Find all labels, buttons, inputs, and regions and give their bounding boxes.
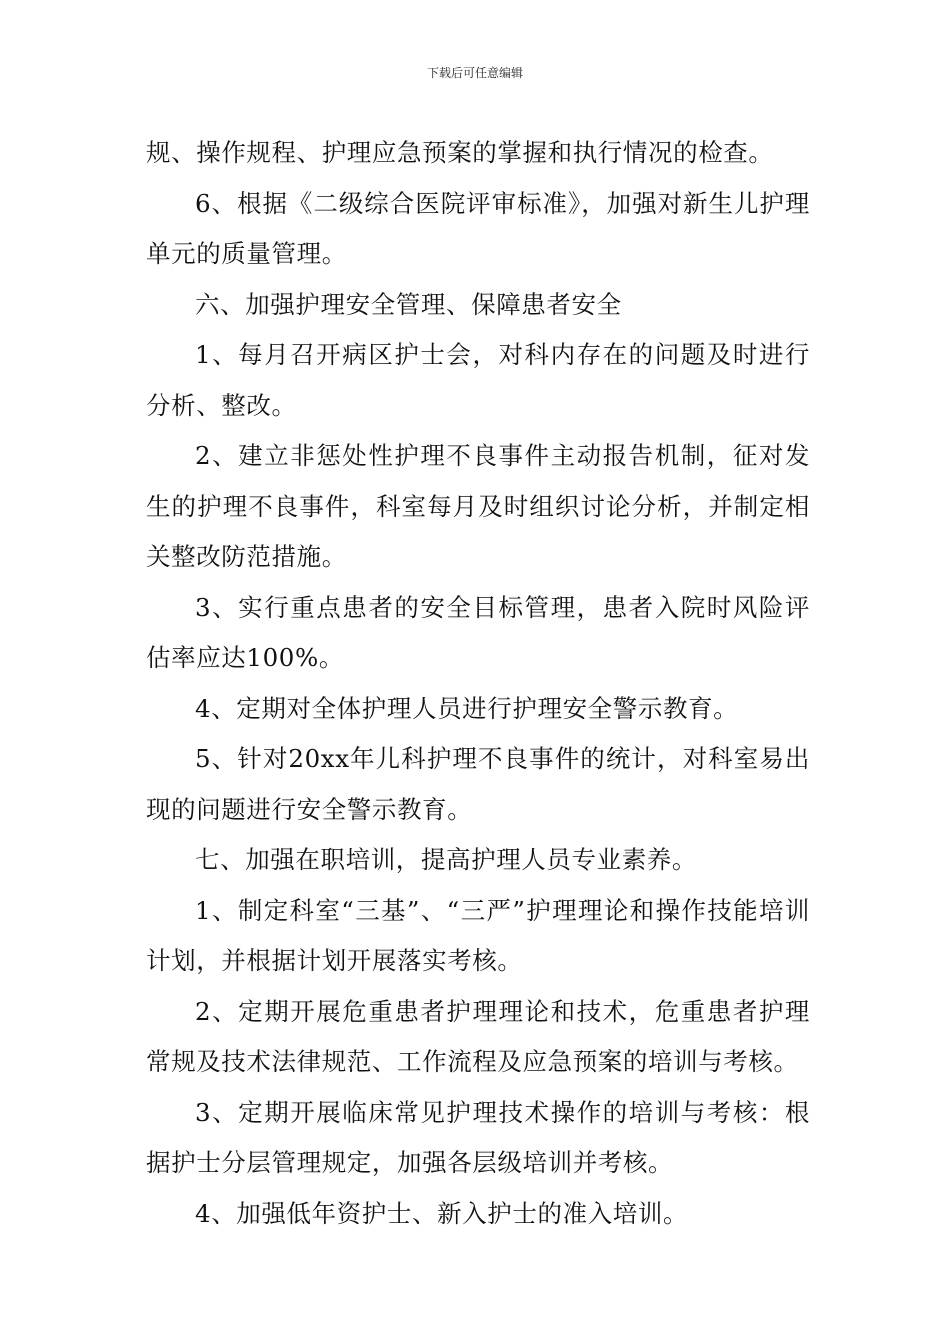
page-header-note: 下载后可任意编辑 <box>426 66 523 80</box>
paragraph-item-3-clinical-skills-training: 3、定期开展临床常见护理技术操作的培训与考核：根据护士分层管理规定，加强各层级培训并考核。 <box>146 1097 810 1177</box>
section-heading-6-safety: 六、加强护理安全管理、保障患者安全 <box>195 289 622 319</box>
paragraph-item-4-junior-nurse-training: 4、加强低年资护士、新入护士的准入培训。 <box>195 1198 689 1228</box>
paragraph-item-6-neonatal-quality: 6、根据《二级综合医院评审标准》，加强对新生儿护理单元的质量管理。 <box>146 188 810 268</box>
paragraph-item-3-risk-assessment: 3、实行重点患者的安全目标管理，患者入院时风险评估率应达100%。 <box>146 592 810 672</box>
paragraph-item-1-nurse-meeting: 1、每月召开病区护士会，对科内存在的问题及时进行分析、整改。 <box>146 340 810 420</box>
paragraph-item-5-event-statistics: 5、针对20xx年儿科护理不良事件的统计，对科室易出现的问题进行安全警示教育。 <box>146 744 810 824</box>
paragraph-item-1-training-plan: 1、制定科室“三基”、“三严”护理理论和操作技能培训计划，并根据计划开展落实考核。 <box>146 895 810 975</box>
document-body <box>146 128 810 1239</box>
paragraph-item-2-adverse-event-reporting: 2、建立非惩处性护理不良事件主动报告机制，征对发生的护理不良事件，科室每月及时组织讨论分析，并制定相关整改防范措施。 <box>146 441 810 571</box>
paragraph-item-4-safety-education: 4、定期对全体护理人员进行护理安全警示教育。 <box>195 693 739 723</box>
paragraph-continued-checklist: 规、操作规程、护理应急预案的掌握和执行情况的检查。 <box>146 138 774 167</box>
paragraph-item-2-critical-care-training: 2、定期开展危重患者护理理论和技术，危重患者护理常规及技术法律规范、工作流程及应急预案的培训与考核。 <box>146 996 810 1076</box>
section-heading-7-training: 七、加强在职培训，提高护理人员专业素养。 <box>195 845 697 874</box>
